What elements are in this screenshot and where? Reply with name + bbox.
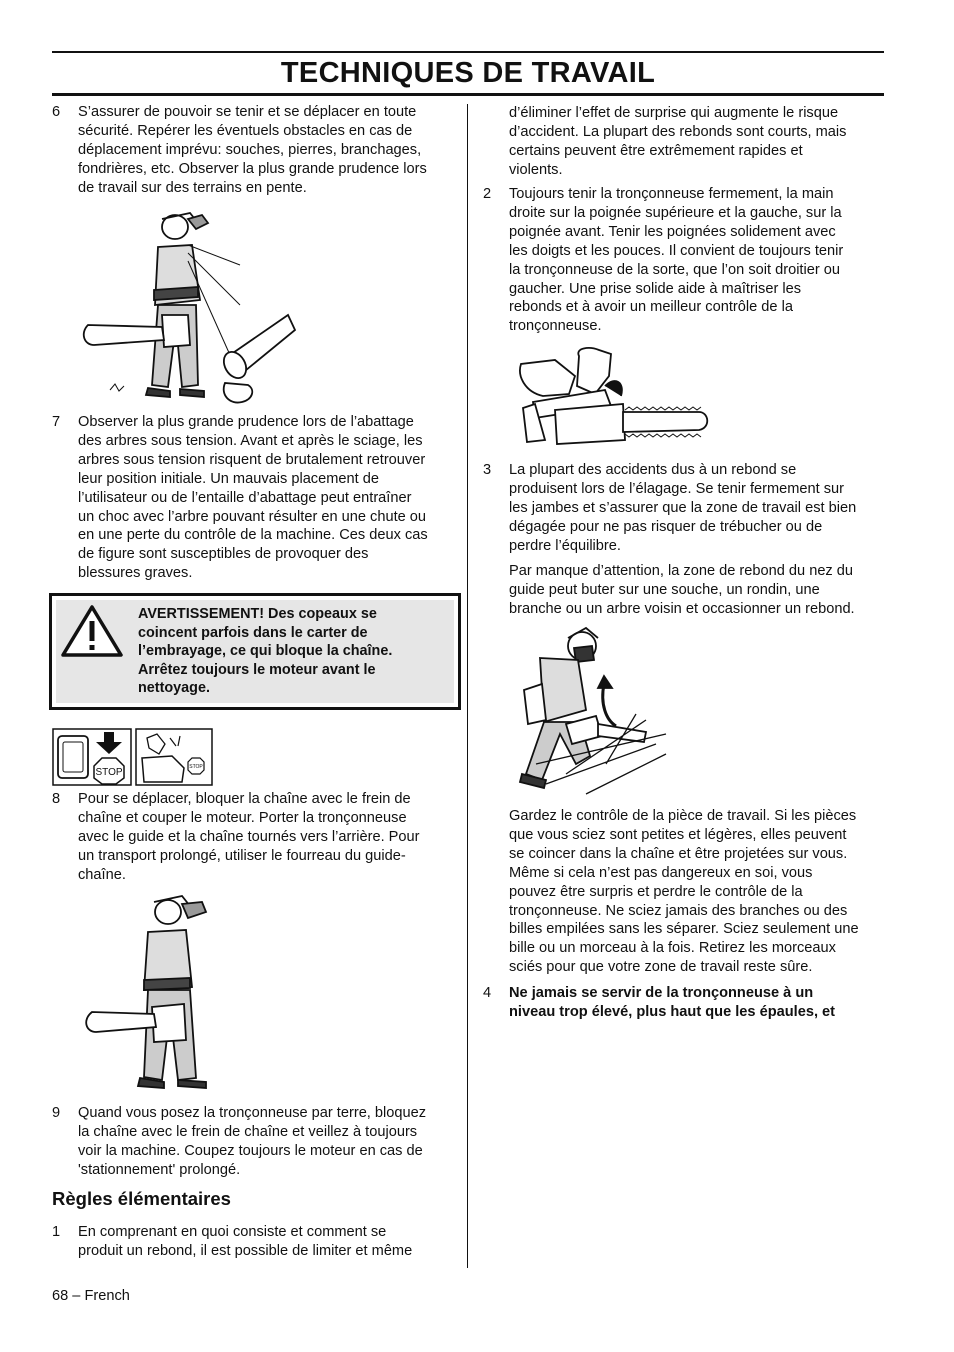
text-line: chaîne. [78, 866, 126, 883]
item-text [509, 185, 843, 336]
carrying-chainsaw-illustration [82, 892, 222, 1097]
page-footer: 68 – French [52, 1288, 130, 1304]
text-line: l’utilisateur ou de l’entaille d’abattage peut entraîner [78, 489, 412, 506]
stop-label-large: STOP [95, 767, 123, 778]
page-title: TECHNIQUES DE TRAVAIL [280, 57, 656, 89]
warning-triangle-icon [60, 604, 124, 658]
text-line: Même si cela n’est pas dangereux en soi, vous [509, 864, 813, 881]
text-line: AVERTISSEMENT! Des copeaux se [138, 606, 377, 622]
header-rule-top [52, 51, 884, 53]
rule-item-3-paragraph-3 [509, 807, 884, 977]
kickback-limbing-illustration [516, 624, 668, 804]
text-line: niveau trop élevé, plus haut que les épaules, et [509, 1003, 836, 1020]
text-line: guide peut buter sur une souche, un rondin, une [509, 581, 820, 598]
text-line: voir la machine. Coupez toujours le moteur en cas de [78, 1142, 423, 1159]
item-number: 4 [483, 985, 492, 1001]
text-line: dégagée pour ne pas risquer de trébucher ou de [509, 518, 823, 535]
item-number: 8 [52, 791, 61, 807]
text-line: l’embrayage, ce qui bloque la chaîne. [138, 643, 393, 659]
text-line: 'stationnement' prolongé. [78, 1161, 241, 1178]
text-line: sécurité. Repérer les éventuels obstacles en cas de [78, 122, 413, 139]
item-number: 3 [483, 462, 492, 478]
text-line: En comprenant en quoi consiste et comment se [78, 1224, 387, 1240]
item-text [509, 461, 856, 556]
text-line: arbres sous tension risquent de brutalement retrouver [78, 451, 426, 468]
operator-obstacles-illustration [80, 205, 300, 410]
text-line: de figure sont susceptibles de provoquer des [78, 546, 369, 563]
text-line: certains peuvent être extrêmement rapides et [509, 142, 803, 159]
text-line: nettoyage. [138, 680, 210, 696]
text-line: billes empilées sans les séparer. Sciez seulement une [509, 921, 859, 938]
text-line: d’éliminer l’effet de surprise qui augmente le risque [509, 105, 839, 121]
item-number: 1 [52, 1224, 61, 1240]
text-line: Observer la plus grande prudence lors de l’abattage [78, 414, 414, 430]
text-line: fondrières, etc. Observer la plus grande prudence lors [78, 160, 427, 177]
text-line: de travail sur des terrains en pente. [78, 179, 307, 196]
text-line: Par manque d’attention, la zone de rebond du nez du [509, 563, 854, 579]
rule-item-1-continued [509, 104, 884, 180]
text-line: la tronçonneuse de la sorte, que l’on soit droitier ou [509, 261, 840, 278]
text-line: que vous sciez sont petites et légères, elles peuvent [509, 826, 847, 843]
text-line: Ne jamais se servir de la tronçonneuse à un [509, 985, 814, 1001]
text-line: des arbres sous tension. Avant et après le sciage, les [78, 432, 423, 449]
column-divider [467, 104, 468, 1268]
rule-item-3-paragraph-2 [509, 562, 884, 619]
item-number: 7 [52, 414, 61, 430]
text-line: Pour se déplacer, bloquer la chaîne avec le frein de [78, 791, 411, 807]
text-line: leur position initiale. Un mauvais placement de [78, 470, 379, 487]
text-line: S’assurer de pouvoir se tenir et se déplacer en toute [78, 104, 417, 120]
text-line: les doigts et les pouces. Il convient de toujours tenir [509, 242, 844, 259]
text-line: sciés pour que votre zone de travail reste sûre. [509, 959, 813, 976]
text-line: Toujours tenir la tronçonneuse fermement, la main [509, 186, 834, 202]
item-text [78, 103, 427, 198]
stop-label-small: STOP [189, 764, 203, 770]
item-text [78, 1223, 412, 1261]
text-line: un transport prolongé, utiliser le fourreau du guide- [78, 847, 406, 864]
item-number: 6 [52, 104, 61, 120]
item-text [78, 790, 420, 885]
stop-engine-illustration [52, 728, 214, 786]
text-line: les jambes et s’assurer que la zone de travail est bien [509, 499, 857, 516]
text-line: Gardez le contrôle de la pièce de travail. Si les pièces [509, 808, 857, 824]
text-line: poignée avant. Tenir les poignées solidement avec [509, 223, 836, 240]
text-line: la chaîne avec le frein de chaîne et veillez à toujours [78, 1123, 418, 1140]
warning-text [138, 605, 438, 698]
text-line: violents. [509, 161, 563, 178]
text-line: déplacement imprévu: souches, pierres, branchages, [78, 141, 422, 158]
text-line: produisent lors de l’élagage. Se tenir fermement sur [509, 480, 845, 497]
text-line: Quand vous posez la tronçonneuse par terre, bloquez [78, 1105, 427, 1121]
text-line: chaîne et couper le moteur. Porter la tronçonneuse [78, 809, 407, 826]
text-line: rebonds et à avoir un meilleur contrôle de la [509, 299, 793, 316]
text-line: un choc avec l’arbre pouvant résulter en une chute ou [78, 508, 427, 525]
text-line: coincent parfois dans le carter de [138, 624, 368, 641]
item-number: 9 [52, 1105, 61, 1121]
text-line: perdre l’équilibre. [509, 537, 621, 554]
text-line: branche ou un arbre voisin et occasionner un rebond. [509, 600, 855, 617]
text-line: d’accident. La plupart des rebonds sont courts, mais [509, 123, 847, 140]
item-number: 2 [483, 186, 492, 202]
text-line: blessures graves. [78, 565, 193, 582]
text-line: gaucher. Une prise solide aide à maîtriser les [509, 280, 802, 297]
text-line: produit un rebond, il est possible de limiter et même [78, 1242, 413, 1259]
text-line: en une perte du contrôle de la machine. Ces deux cas [78, 527, 428, 544]
section-heading: Règles élémentaires [52, 1188, 231, 1209]
item-text [509, 984, 835, 1022]
text-line: pouvez être surpris et perdre le contrôle de la [509, 883, 803, 900]
hands-grip-illustration [515, 346, 715, 448]
text-line: tronçonneuse. Ne sciez jamais des branches ou des [509, 902, 848, 919]
text-line: La plupart des accidents dus à un rebond se [509, 462, 797, 478]
text-line: avec le guide et la chaîne tournés vers l’arrière. Pour [78, 828, 420, 845]
text-line: tronçonneuse. [509, 318, 602, 335]
text-line: Arrêtez toujours le moteur avant le [138, 661, 376, 678]
text-line: bille ou un morceau à la fois. Retirez les morceaux [509, 940, 836, 957]
header-rule-bottom [52, 93, 884, 96]
text-line: droite sur la poignée supérieure et la gauche, sur la [509, 204, 842, 221]
item-text [78, 413, 428, 583]
item-text [78, 1104, 426, 1180]
text-line: se coincer dans la chaîne et être projetées sur vous. [509, 845, 848, 862]
